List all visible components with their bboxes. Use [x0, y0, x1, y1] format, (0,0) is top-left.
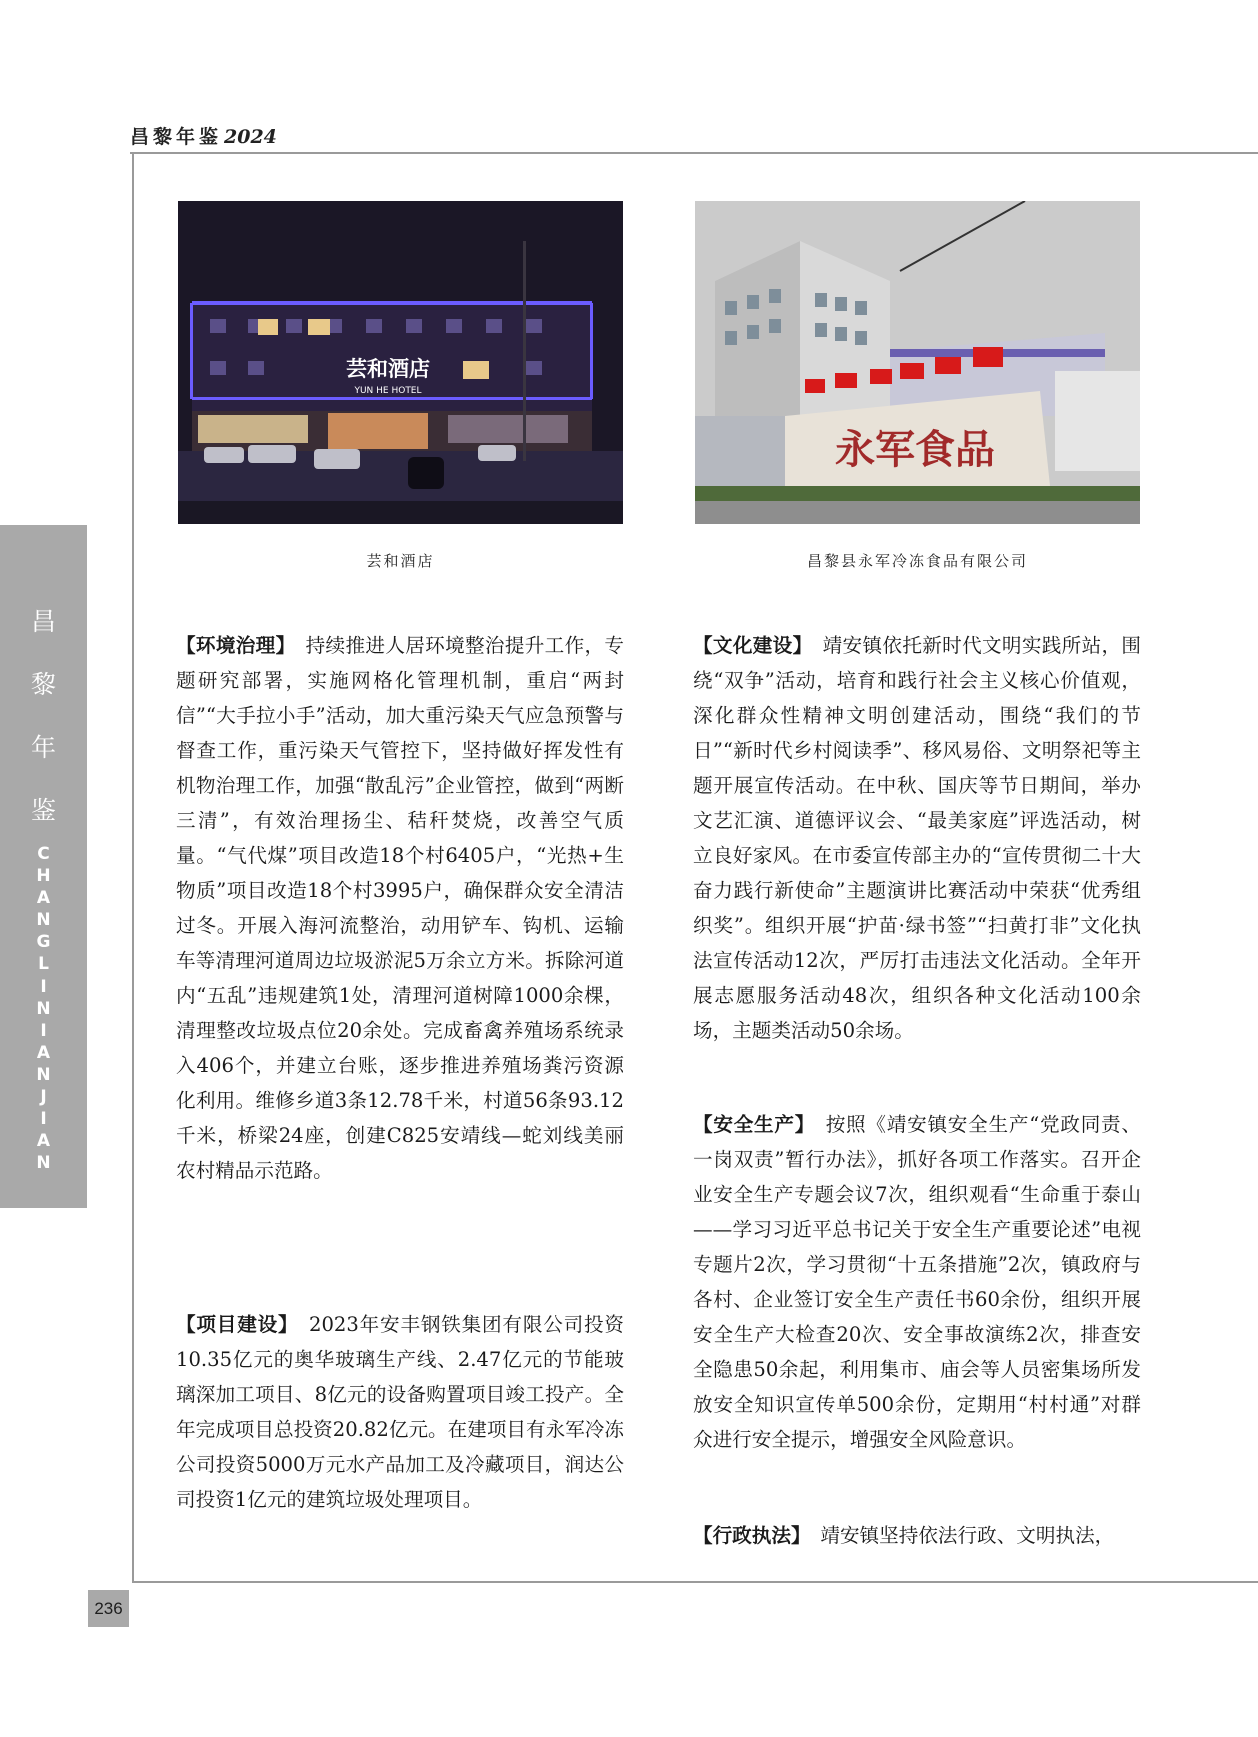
page-number: 236 — [88, 1590, 129, 1627]
environment-body: 持续推进人居环境整治提升工作，专题研究部署，实施网格化管理机制，重启“两封信”“大手拉小手”活动，加大重污染天气应急预警与督查工作，重污染天气管控下，坚持做好挥发性有机物治理工作，加强“散乱污”企业管控，做到“两断三清”，有效治理扬尘、秸秆焚烧，改善空气质量。“气代煤”项目改造18个村6405户，“光热+生物质”项目改造18个村3995户，确保群众安全清洁过冬。开展入海河流整治，动用铲车、钩机、运输车等清理河道周边垃圾淤泥5万余立方米。拆除河道内“五乱”违规建筑1处，清理河道树障1000余棵，清理整改垃圾点位20余处。完成畜禽养殖场系统录入406个，并建立台账，逐步推进养殖场粪污资源化利用。维修乡道3条12.78千米，村道56条93.12千米，桥梁24座，创建C825安靖线—蛇刘线美丽农村精品示范路。 — [176, 634, 625, 1182]
bottom-rule — [132, 1581, 1258, 1583]
environment-section — [176, 628, 624, 1188]
culture-section — [693, 628, 1141, 1048]
factory-photo-caption: 昌黎县永军冷冻食品有限公司 — [806, 552, 1028, 570]
enforcement-heading: 【行政执法】 — [693, 1524, 801, 1547]
side-letter: A — [36, 888, 51, 909]
hotel-photo — [178, 201, 623, 524]
side-letter: H — [36, 866, 51, 887]
culture-heading: 【文化建设】 — [693, 634, 803, 657]
projects-section — [176, 1307, 624, 1517]
factory-photo — [695, 201, 1140, 524]
projects-body: 2023年安丰钢铁集团有限公司投资10.35亿元的奥华玻璃生产线、2.47亿元的节能玻璃深加工项目、8亿元的设备购置项目竣工投产。全年完成项目总投资20.82亿元。在建项目有永军冷冻公司投资5000万元水产品加工及冷藏项目，润达公司投资1亿元的建筑垃圾处理项目。 — [176, 1313, 624, 1511]
hotel-sign-cn: 芸和酒店 — [346, 357, 430, 381]
safety-body: 按照《靖安镇安全生产“党政同责、一岗双责”暂行办法》，抓好各项工作落实。召开企业安全生产专题会议7次，组织观看“生命重于泰山——学习习近平总书记关于安全生产重要论述”电视专题片2次，学习贯彻“十五条措施”2次，镇政府与各村、企业签订安全生产责任书60余份，组织开展安全生产大检查20次、安全事故演练2次，排查安全隐患50余起，利用集市、庙会等人员密集场所发放安全知识宣传单500余份，定期用“村村通”对群众进行安全提示，增强安全风险意识。 — [693, 1113, 1141, 1451]
side-letter: I — [40, 1020, 47, 1041]
side-char: 昌 — [30, 607, 56, 636]
top-rule — [130, 152, 1258, 154]
side-tab-chinese — [0, 590, 87, 842]
yearbook-title: 昌黎年鉴 — [130, 126, 223, 148]
yearbook-year: 2024 — [224, 126, 277, 148]
side-letter: I — [40, 976, 47, 997]
culture-body: 靖安镇依托新时代文明实践所站，围绕“双争”活动，培育和践行社会主义核心价值观，深化群众性精神文明创建活动，围绕“我们的节日”“新时代乡村阅读季”、移风易俗、文明祭祀等主题开展宣传活动。在中秋、国庆等节日期间，举办文艺汇演、道德评议会、“最美家庭”评选活动，树立良好家风。在市委宣传部主办的“宣传贯彻二十大 奋力践行新使命”主题演讲比赛活动中荣获“优秀组织奖”。组织开展“护苗·绿书签”“扫黄打非”文化执法宣传活动12次，严厉打击违法文化活动。全年开展志愿服务活动48次，组织各种文化活动100余场，主题类活动50余场。 — [693, 634, 1142, 1042]
hotel-sign-en: YUN HE HOTEL — [354, 386, 422, 396]
factory-sign: 永军食品 — [835, 426, 995, 473]
side-letter: A — [36, 1131, 51, 1152]
side-char: 鉴 — [30, 796, 56, 825]
side-letter: A — [36, 1042, 51, 1063]
safety-section — [693, 1107, 1141, 1457]
side-char: 年 — [30, 733, 56, 762]
side-letter: G — [36, 932, 51, 953]
side-letter: J — [40, 1087, 47, 1108]
side-letter: C — [37, 844, 50, 864]
left-rule — [132, 152, 134, 1582]
side-letter: I — [40, 1109, 47, 1130]
hotel-photo-caption: 芸和酒店 — [366, 552, 435, 570]
enforcement-section — [693, 1518, 1141, 1553]
side-letter: N — [36, 998, 51, 1019]
side-letter: N — [36, 1153, 51, 1174]
side-char: 黎 — [30, 670, 56, 699]
safety-heading: 【安全生产】 — [693, 1113, 806, 1136]
side-letter: N — [36, 910, 51, 931]
side-tab-pinyin — [0, 843, 87, 1174]
projects-heading: 【项目建设】 — [176, 1313, 289, 1336]
environment-heading: 【环境治理】 — [176, 634, 286, 657]
enforcement-body: 靖安镇坚持依法行政、文明执法， — [820, 1524, 1115, 1547]
side-letter: N — [36, 1064, 51, 1085]
side-letter: L — [38, 954, 49, 975]
running-header — [130, 122, 277, 149]
